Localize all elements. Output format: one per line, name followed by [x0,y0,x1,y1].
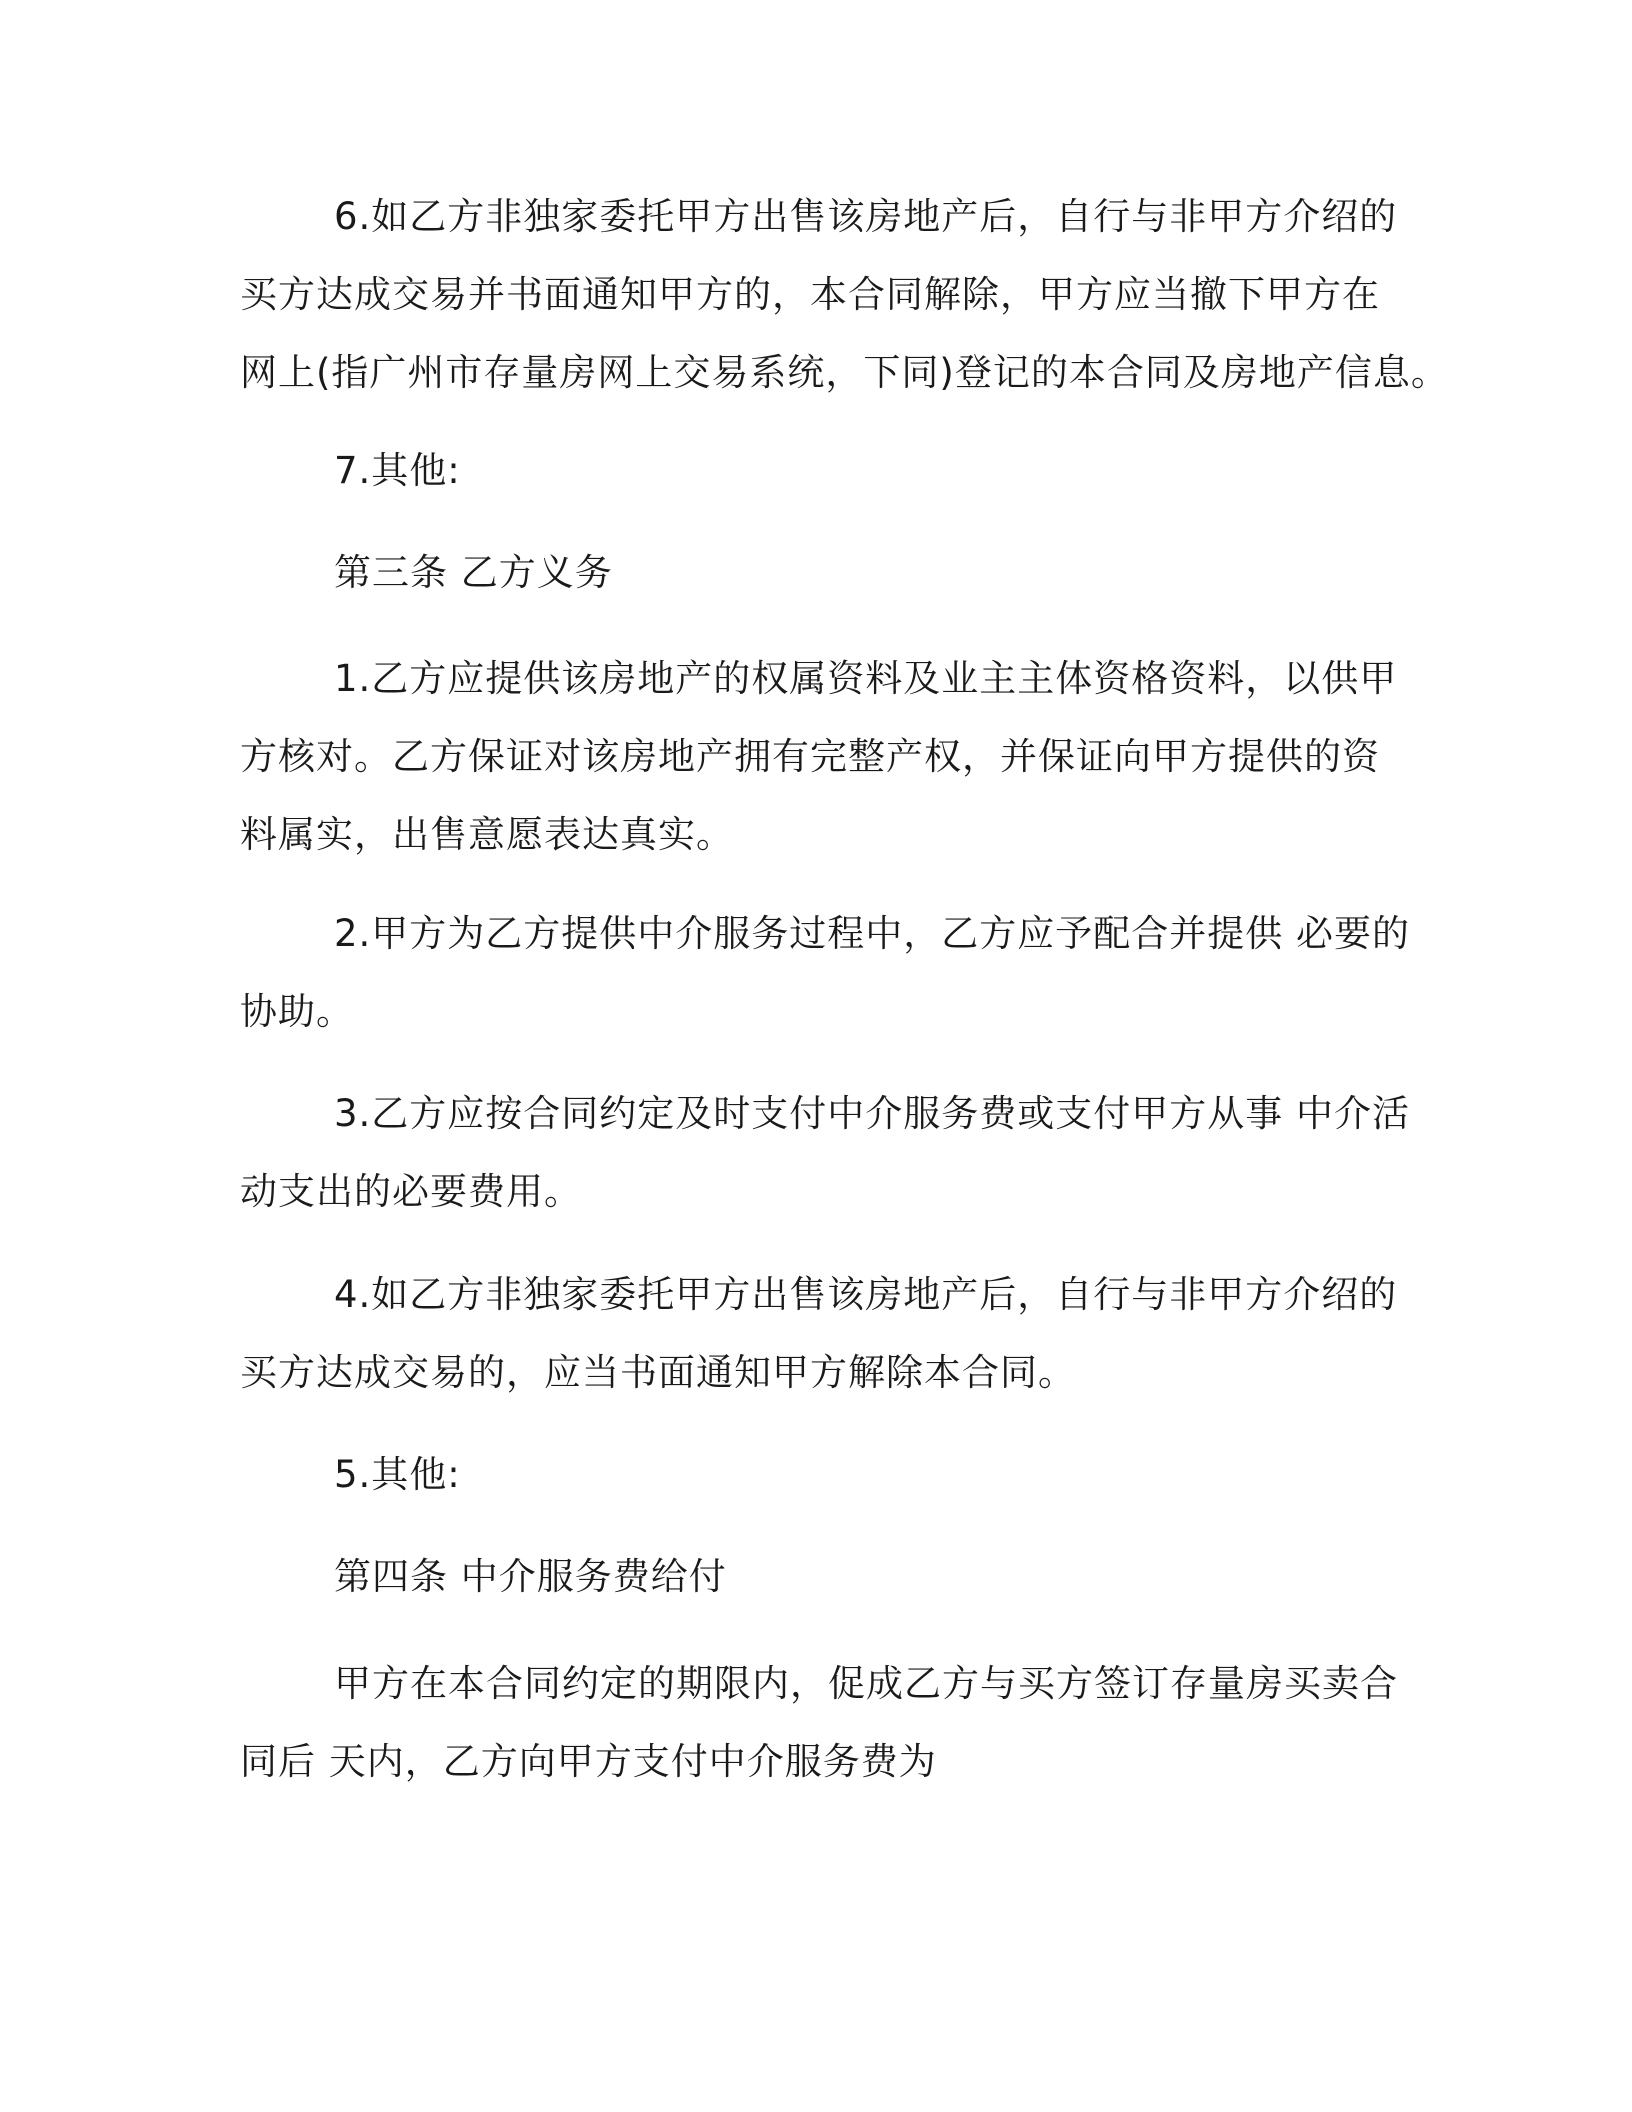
heading-text: 第四条 中介服务费给付 [334,1555,727,1598]
text-line: 5.其他: [334,1453,461,1496]
text-line: 甲方在本合同约定的期限内，促成乙方与买方签订存量房买卖合 [334,1662,1398,1705]
text-line: 4.如乙方非独家委托甲方出售该房地产后，自行与非甲方介绍的 [334,1273,1398,1316]
text-line: 买方达成交易的，应当书面通知甲方解除本合同。 [240,1351,1076,1394]
article-3-item-1 [240,640,1400,874]
text-line: 买方达成交易并书面通知甲方的，本合同解除，甲方应当撤下甲方在 [240,273,1380,316]
text-line: 1.乙方应提供该房地产的权属资料及业主主体资格资料，以供甲 [334,657,1398,700]
text-line: 方核对。乙方保证对该房地产拥有完整产权，并保证向甲方提供的资 [240,735,1380,778]
article-3-item-4 [240,1256,1400,1412]
article-3-heading [240,534,1400,612]
text-line: 动支出的必要费用。 [240,1170,582,1213]
article-4-heading [240,1538,1400,1616]
article-3-item-5 [240,1436,1400,1514]
text-line: 6.如乙方非独家委托甲方出售该房地产后，自行与非甲方介绍的 [334,195,1398,238]
clause-6-paragraph [240,178,1449,412]
article-3-item-2 [240,895,1411,1051]
text-line: 7.其他: [334,449,461,492]
article-4-body [240,1645,1400,1801]
text-line: 2.甲方为乙方提供中介服务过程中，乙方应予配合并提供 必要的 [334,912,1411,955]
article-3-item-3 [240,1075,1411,1231]
clause-7-paragraph [240,432,1400,510]
text-line: 同后 天内，乙方向甲方支付中介服务费为 [240,1740,937,1783]
text-line: 网上(指广州市存量房网上交易系统，下同)登记的本合同及房地产信息。 [240,351,1449,394]
heading-text: 第三条 乙方义务 [334,551,613,594]
text-line: 3.乙方应按合同约定及时支付中介服务费或支付甲方从事 中介活 [334,1092,1411,1135]
text-line: 协助。 [240,990,354,1033]
text-line: 料属实，出售意愿表达真实。 [240,813,734,856]
